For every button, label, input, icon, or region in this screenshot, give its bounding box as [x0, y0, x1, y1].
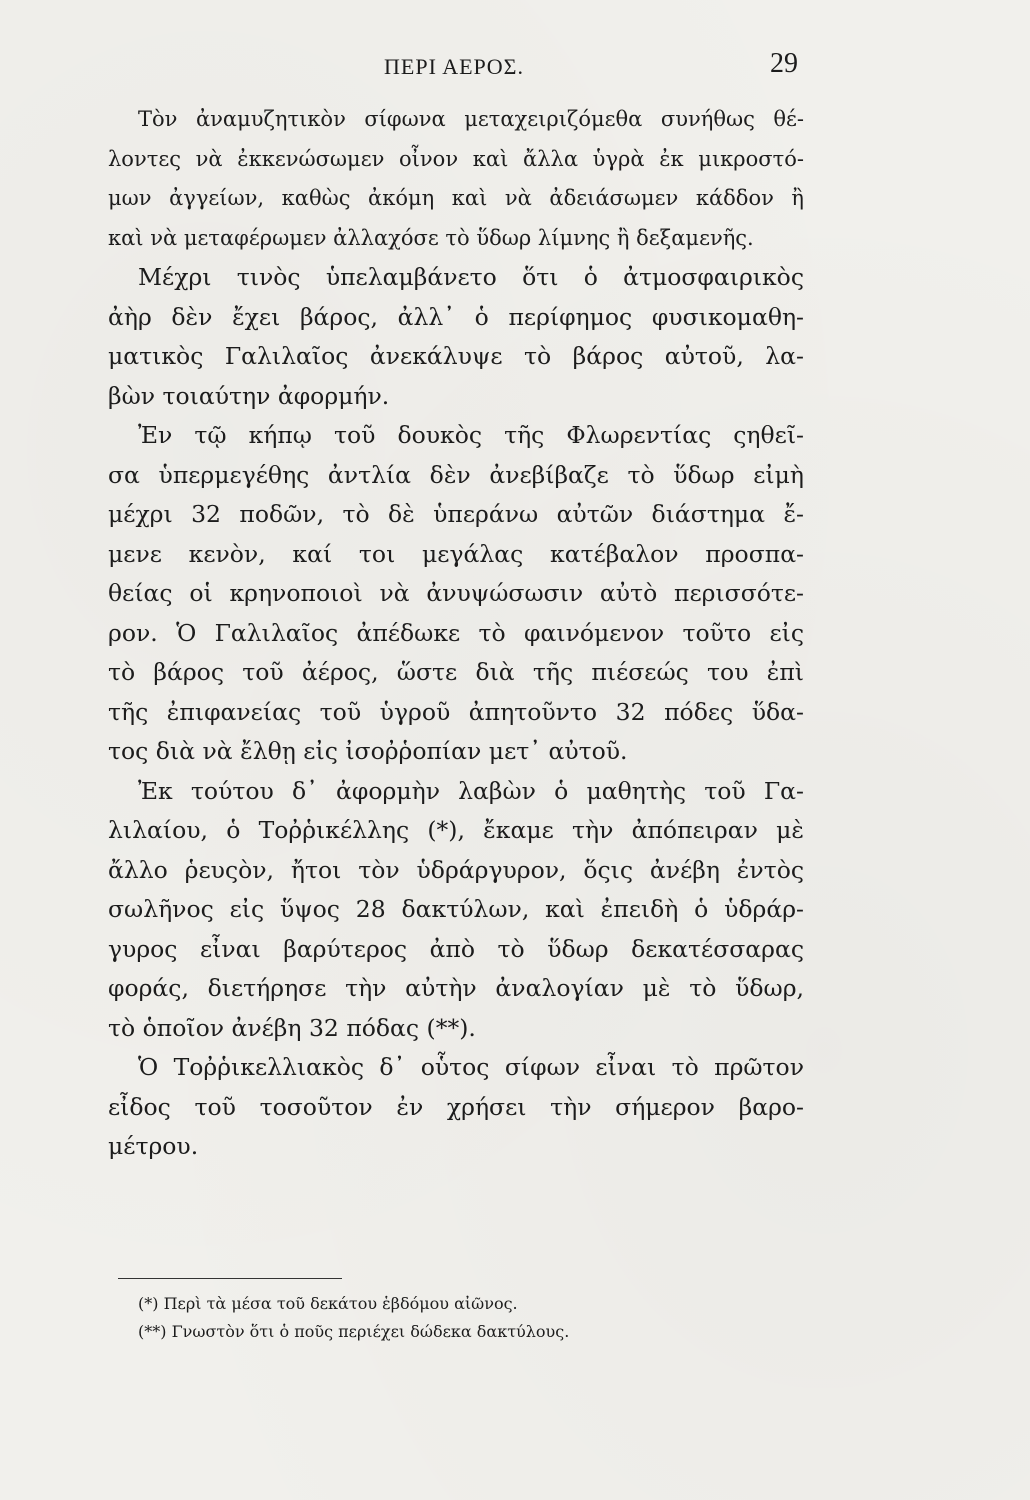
text-line: ἀὴρ δὲν ἔχει βάρος, ἀλλ᾽ ὁ περίφημος φυσικομαθη-: [108, 302, 804, 331]
text-line: λοντες νὰ ἐκκενώσωμεν οἶνον καὶ ἄλλα ὑγρὰ ἐκ μικροστό-: [108, 146, 804, 171]
text-line: ματικὸς Γαλιλαῖος ἀνεκάλυψε τὸ βάρος αὐτοῦ, λα-: [108, 342, 804, 370]
text-line: Τὸν ἀναμυζητικὸν σίφωνα μεταχειριζόμεθα συνήθως θέ-: [138, 107, 804, 131]
text-line: τὸ ὁποῖον ἀνέβη 32 πόδας (**).: [108, 1013, 476, 1042]
footnote-divider: [118, 1278, 342, 1279]
text-line: καὶ νὰ μεταφέρωμεν ἀλλαχόσε τὸ ὕδωρ λίμνης ἢ δεξαμενῆς.: [108, 225, 754, 250]
text-line: γυρος εἶναι βαρύτερος ἀπὸ τὸ ὕδωρ δεκατέσσαρας: [108, 934, 804, 963]
body-text: [108, 100, 804, 1167]
text-line: εἶδος τοῦ τοσοῦτον ἐν χρήσει τὴν σήμερον βαρο-: [108, 1092, 804, 1121]
text-line: ἄλλο ῥευςὸν, ἤτοι τὸν ὑδράργυρον, ὅςις ἀνέβη ἐντὸς: [108, 855, 804, 884]
footnote: (*) Περὶ τὰ μέσα τοῦ δεκάτου ἑβδόμου αἰῶνος.: [138, 1294, 518, 1313]
footnotes: [138, 1290, 738, 1346]
running-head: [110, 48, 798, 88]
text-line: τῆς ἐπιφανείας τοῦ ὑγροῦ ἀπητοῦντο 32 πόδες ὕδα-: [108, 697, 804, 726]
text-line: βὼν τοιαύτην ἀφορμήν.: [108, 381, 390, 410]
text-line: Ἐν τῷ κήπῳ τοῦ δουκὸς τῆς Φλωρεντίας ςηθεῖ-: [138, 421, 804, 449]
text-line: μέτρου.: [108, 1132, 199, 1160]
text-line: σωλῆνος εἰς ὕψος 28 δακτύλων, καὶ ἐπειδὴ ὁ ὑδράρ-: [108, 895, 804, 923]
text-line: τος διὰ νὰ ἔλθῃ εἰς ἰσοῤῥοπίαν μετ᾽ αὐτοῦ.: [108, 737, 628, 765]
text-line: λιλαίου, ὁ Τοῤῥικέλλης (*), ἔκαμε τὴν ἀπόπειραν μὲ: [108, 816, 804, 844]
text-line: Ὁ Τοῤῥικελλιακὸς δ᾽ οὗτος σίφων εἶναι τὸ πρῶτον: [138, 1053, 804, 1081]
page-number: 29: [770, 48, 798, 79]
footnote: (**) Γνωστὸν ὅτι ὁ ποῦς περιέχει δώδεκα δακτύλους.: [138, 1322, 570, 1341]
running-title: ΠΕΡΙ ΑΕΡΟΣ.: [384, 54, 524, 79]
text-line: μενε κενὸν, καί τοι μεγάλας κατέβαλον προσπα-: [108, 539, 804, 568]
text-line: Μέχρι τινὸς ὑπελαμβάνετο ὅτι ὁ ἀτμοσφαιρικὸς: [138, 263, 804, 291]
text-line: θείας οἱ κρηνοποιοὶ νὰ ἀνυψώσωσιν αὐτὸ περισσότε-: [108, 579, 804, 607]
text-line: μέχρι 32 ποδῶν, τὸ δὲ ὑπεράνω αὐτῶν διάστημα ἔ-: [108, 500, 804, 528]
text-line: μων ἀγγείων, καθὼς ἀκόμη καὶ νὰ ἀδειάσωμεν κάδδον ἢ: [108, 186, 804, 210]
text-line: σα ὑπερμεγέθης ἀντλία δὲν ἀνεβίβαζε τὸ ὕδωρ εἰμὴ: [108, 460, 804, 489]
text-line: Ἐκ τούτου δ᾽ ἀφορμὴν λαβὼν ὁ μαθητὴς τοῦ Γα-: [138, 776, 804, 805]
text-line: τὸ βάρος τοῦ ἀέρος, ὥστε διὰ τῆς πιέσεώς του ἐπὶ: [108, 658, 804, 686]
text-line: φοράς, διετήρησε τὴν αὐτὴν ἀναλογίαν μὲ τὸ ὕδωρ,: [108, 974, 804, 1002]
text-line: ρον. Ὁ Γαλιλαῖος ἀπέδωκε τὸ φαινόμενον τοῦτο εἰς: [108, 618, 804, 647]
